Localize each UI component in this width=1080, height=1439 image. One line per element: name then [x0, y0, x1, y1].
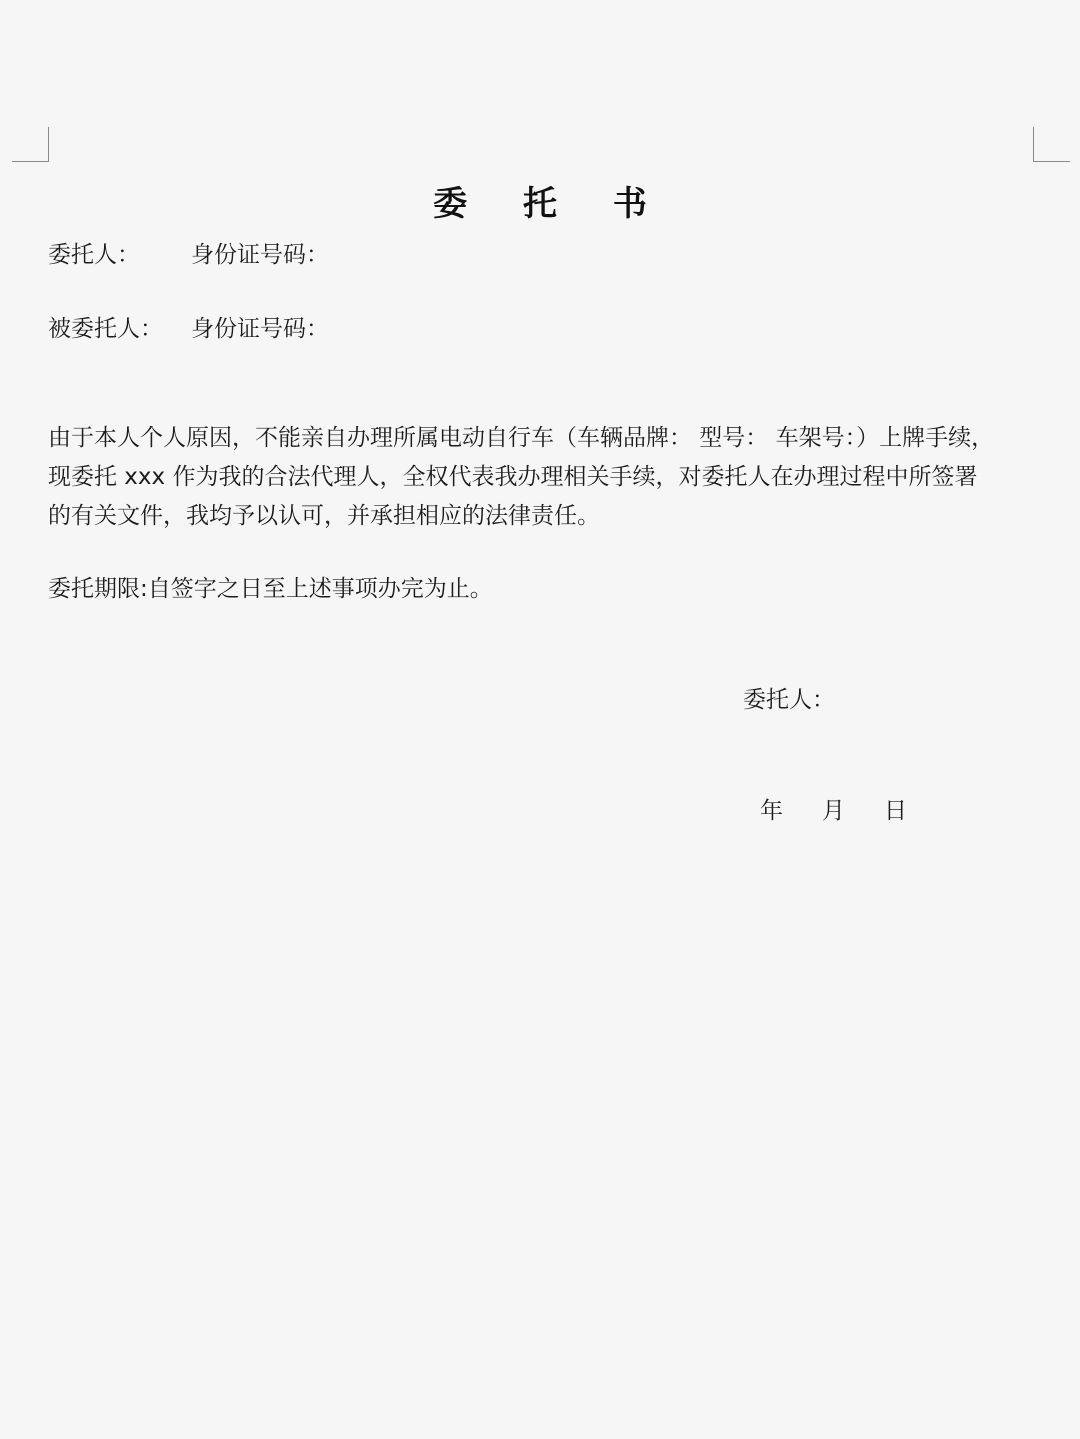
period-line: 委托期限:自签字之日至上述事项办完为止。	[48, 576, 493, 602]
agent-label: 被委托人：	[48, 316, 163, 342]
page-corner-mark-top-right	[1033, 127, 1070, 162]
page-corner-mark-top-left	[12, 127, 49, 162]
body-line: 现委托 xxx 作为我的合法代理人，全权代表我办理相关手续，对委托人在办理过程中所签署	[48, 464, 978, 490]
body-paragraph	[48, 419, 1038, 536]
principal-id-label: 身份证号码：	[191, 242, 329, 268]
date-month: 月	[822, 798, 845, 824]
body-line: 的有关文件，我均予以认可，并承担相应的法律责任。	[48, 503, 600, 529]
document-title: 委 托 书	[433, 184, 669, 224]
agent-id-label: 身份证号码：	[191, 316, 329, 342]
body-line: 由于本人个人原因，不能亲自办理所属电动自行车（车辆品牌： 型号： 车架号：）上牌手续，	[48, 425, 995, 451]
signature-label: 委托人：	[743, 687, 835, 713]
principal-label: 委托人：	[48, 242, 140, 268]
date-day: 日	[884, 798, 907, 824]
date-year: 年	[760, 798, 783, 824]
